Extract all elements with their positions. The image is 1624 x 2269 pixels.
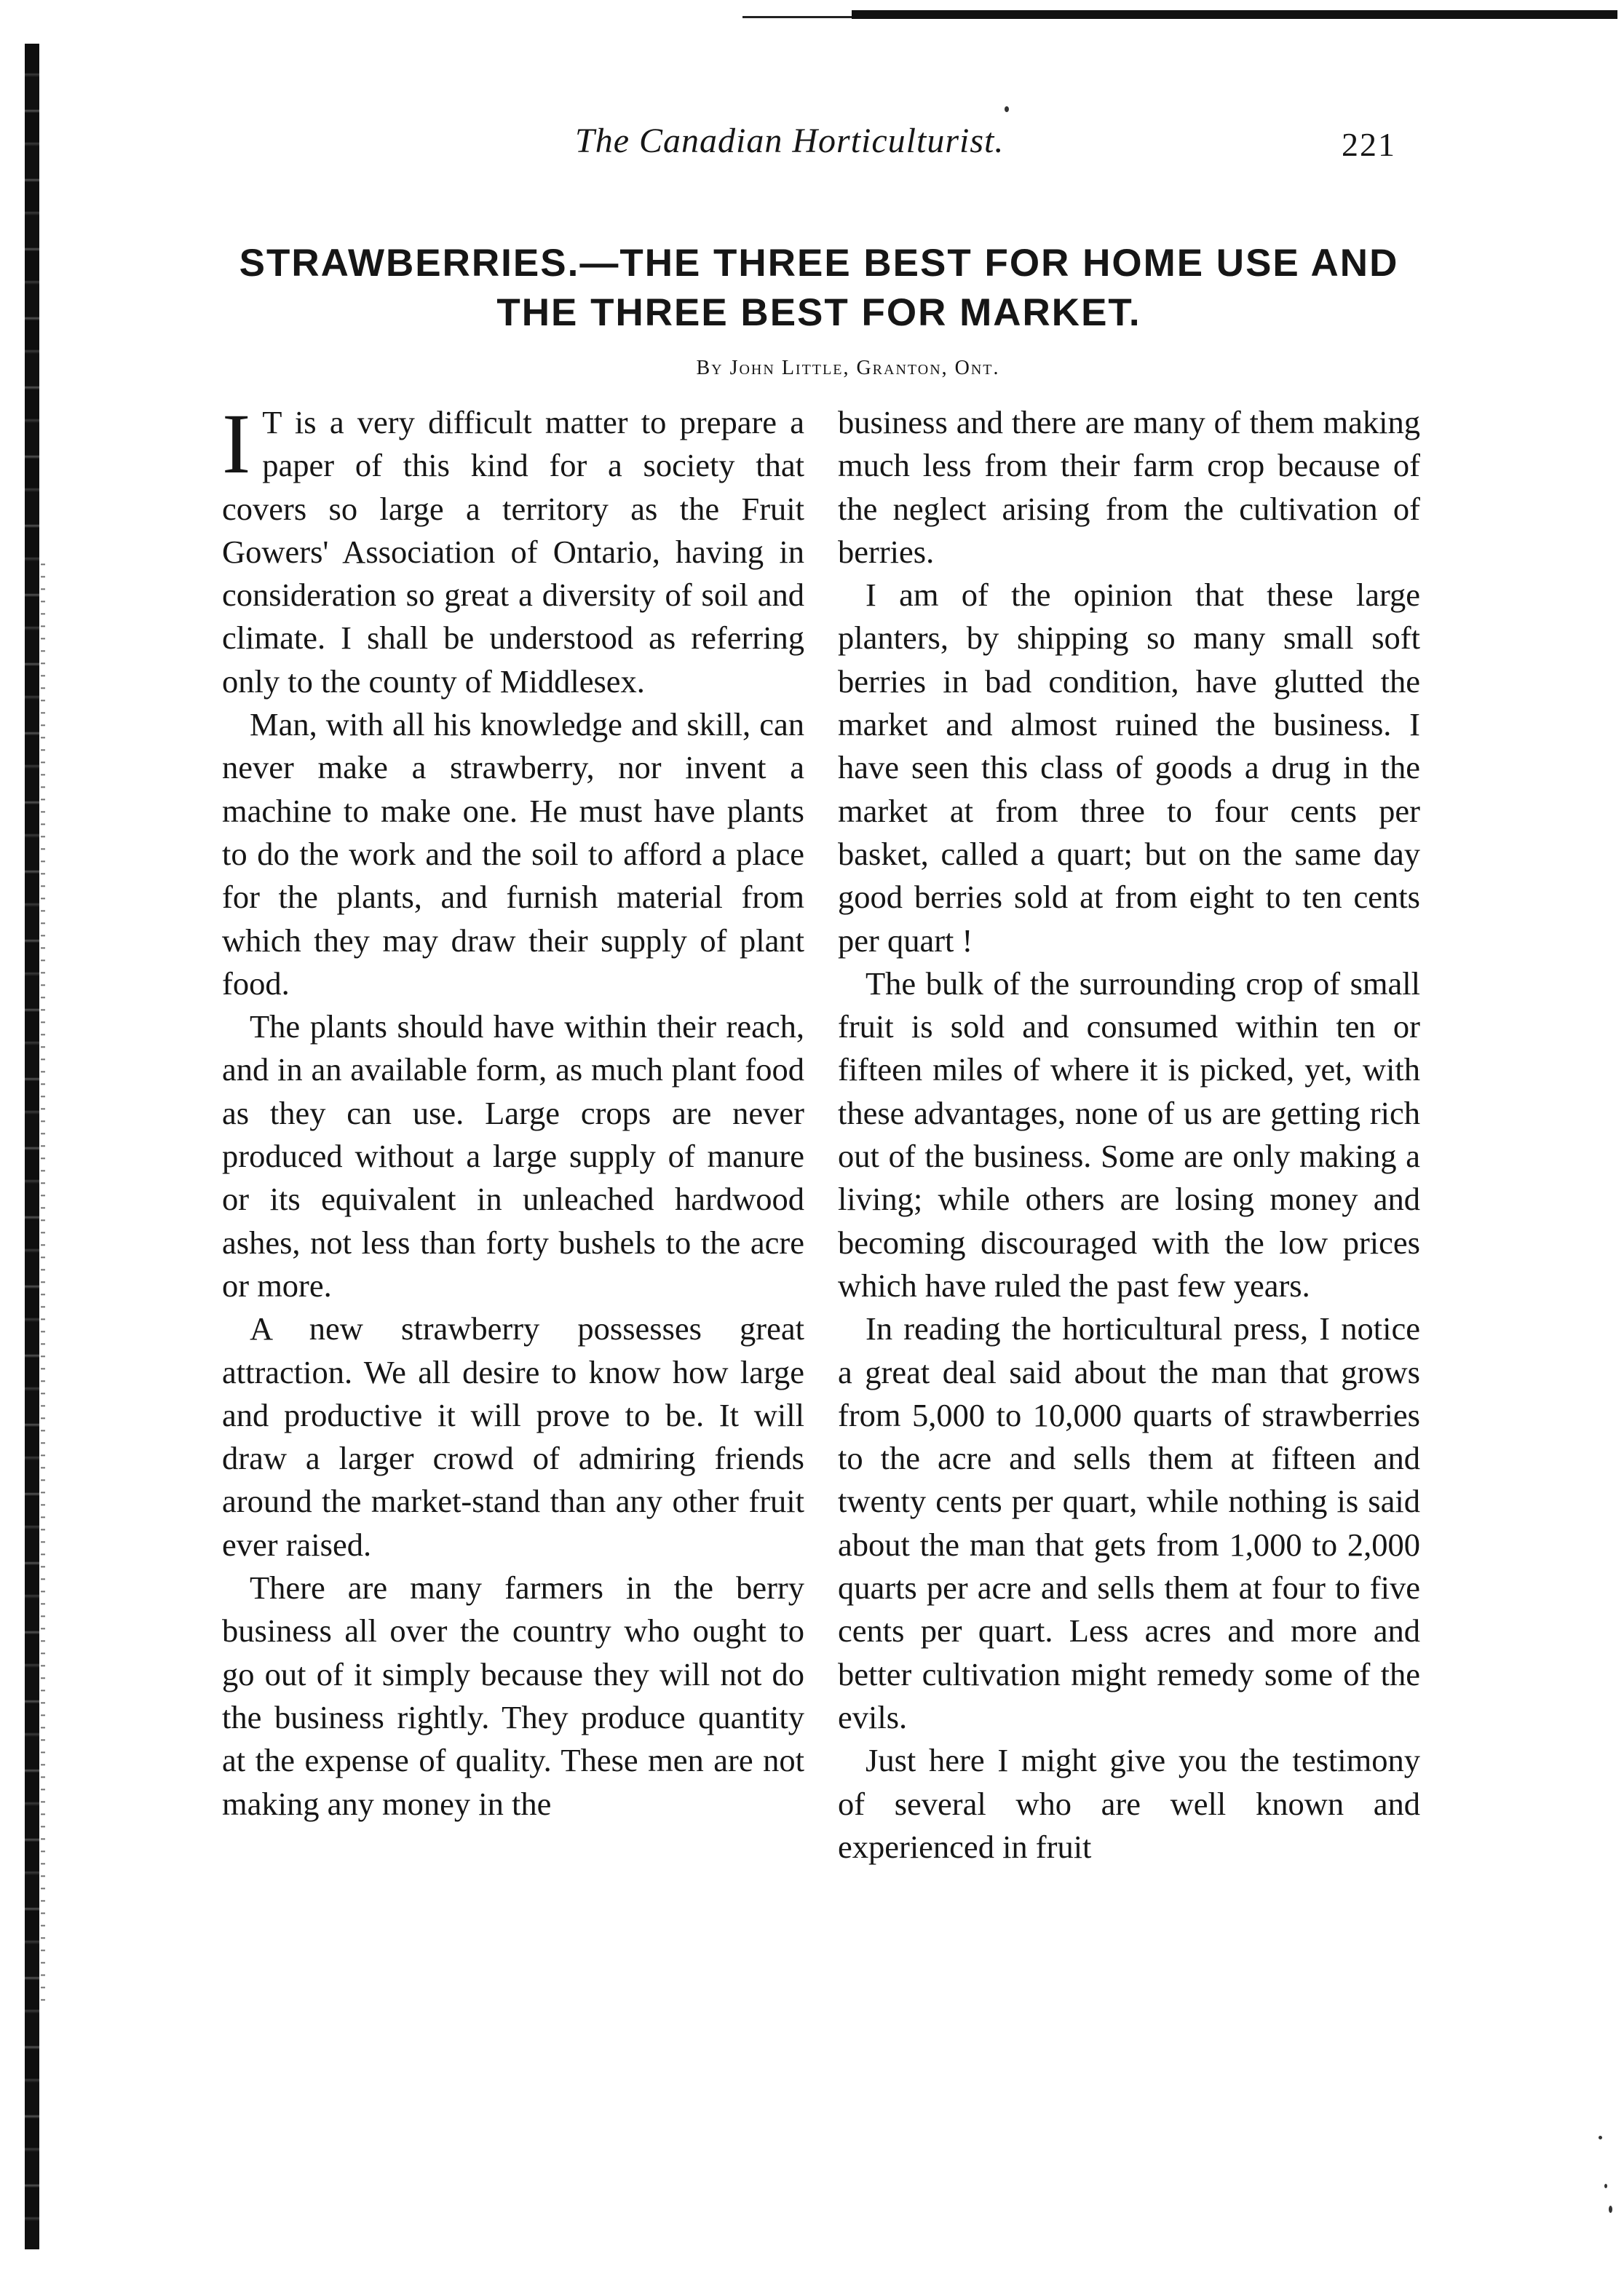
paragraph-text: T is a very difficult matter to prepare a paper of this kind for a society that covers so large a territory as the Fruit Gowers' Association of Ontario, having in consideration so great a diversity of soil and climate. I shall be understood as referring only to the county of Middlesex. <box>222 404 804 700</box>
article-title: STRAWBERRIES.—THE THREE BEST FOR HOME USE AND THE THREE BEST FOR MARKET. <box>239 242 1399 334</box>
paragraph: business and there are many of them making much less from their farm crop because of the neglect arising from the cultivation of berries. <box>838 404 1420 570</box>
left-column <box>222 396 804 1826</box>
scan-speck <box>1599 2136 1602 2139</box>
paragraph: The plants should have within their reach, and in an available form, as much plant food as they can use. Large crops are never produced without a large supply of manure or its equivalent in unleached hardwood ashes, not less than forty bushels to the acre or more. <box>222 1008 804 1304</box>
page-number: 221 <box>1342 126 1396 163</box>
right-column <box>838 401 1420 1869</box>
paragraph: Man, with all his knowledge and skill, can never make a strawberry, nor invent a machine to make one. He must have plants to do the work and the soil to afford a place for the plants, and furnish material from which they may draw their supply of plant food. <box>222 706 804 1002</box>
scan-speck <box>1005 106 1009 112</box>
scan-speck <box>1609 2206 1612 2213</box>
paragraph: I am of the opinion that these large planters, by shipping so many small soft berries in bad condition, have glutted the market and almost ruined the business. I have seen this class of goods a drug in the market at from three to four cents per basket, called a quart; but on the same day good berries sold at from eight to ten cents per quart ! <box>838 577 1420 959</box>
article-byline: By John Little, Granton, Ont. <box>696 357 1000 379</box>
paragraph: There are many farmers in the berry business all over the country who ought to go out of it simply because they will not do the business rightly. They produce quantity at the expense of quality. These men are not making any money in the <box>222 1569 804 1822</box>
paragraph: In reading the horticultural press, I notice a great deal said about the man that grows from 5,000 to 10,000 quarts of strawberries to the acre and sells them at fifteen and twenty cents per quart, while nothing is said about the man that gets from 1,000 to 2,000 quarts per acre and sells them at four to five cents per quart. Less acres and more and better cultivation might remedy some of the evils. <box>838 1310 1420 1735</box>
paragraph: The bulk of the surrounding crop of small fruit is sold and consumed within ten or fifteen miles of where it is picked, yet, with these advantages, none of us are getting rich out of the business. Some are only making a living; while others are losing money and becoming discouraged with the low prices which have ruled the past few years. <box>838 965 1420 1304</box>
drop-cap: I <box>222 396 251 491</box>
running-title: The Canadian Horticulturist. <box>575 122 1005 160</box>
paragraph: A new strawberry possesses great attraction. We all desire to know how large and productive it will prove to be. It will draw a larger crowd of admiring friends around the market-stand than any other fruit ever raised. <box>222 1310 804 1563</box>
scanned-page-edge <box>25 44 39 2249</box>
paragraph <box>222 396 804 703</box>
scan-speck <box>1604 2184 1607 2188</box>
top-rule <box>852 10 1617 19</box>
paragraph: Just here I might give you the testimony of several who are well known and experienced in fruit <box>838 1742 1420 1865</box>
